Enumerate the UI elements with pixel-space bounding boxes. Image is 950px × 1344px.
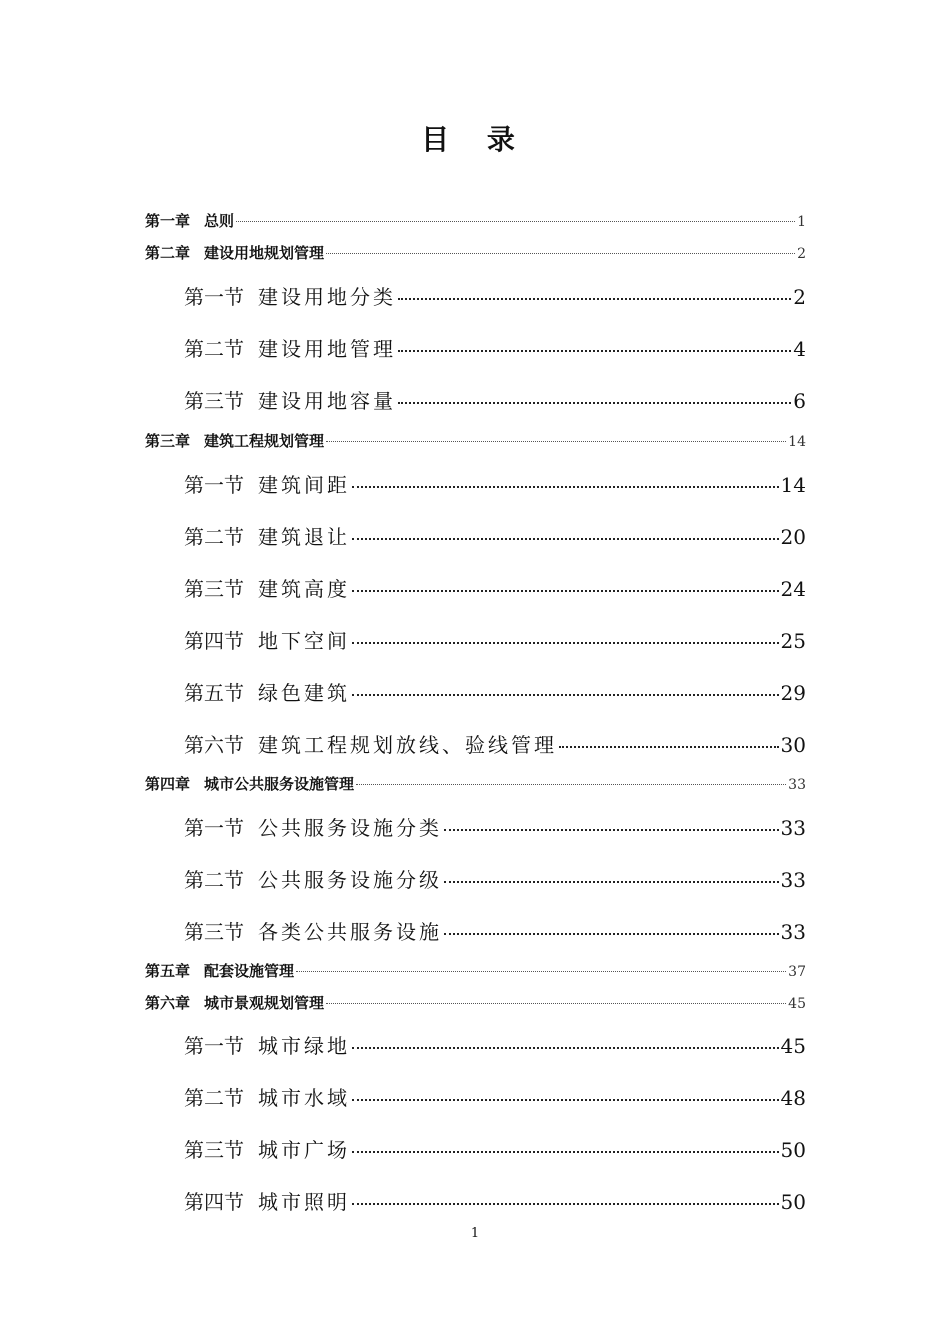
toc-number: 第二章 [145, 244, 191, 262]
toc-label: 城市景观规划管理 [204, 994, 325, 1012]
dot-leader [352, 1099, 779, 1101]
toc-section-6-4[interactable] [184, 1186, 806, 1215]
toc-label: 建设用地管理 [258, 337, 396, 361]
toc-chapter-3[interactable] [145, 430, 806, 451]
dot-leader [236, 221, 795, 222]
toc-section-4-3[interactable] [184, 916, 806, 945]
toc-label: 建筑退让 [258, 525, 350, 549]
dot-leader [352, 1047, 779, 1049]
toc-number: 第四章 [145, 775, 191, 793]
toc-number: 第一节 [184, 1034, 244, 1058]
toc-label: 城市水域 [258, 1086, 350, 1110]
toc-label: 公共服务设施分级 [258, 868, 442, 892]
toc-chapter-5[interactable] [145, 960, 806, 981]
toc-number: 第四节 [184, 1190, 244, 1214]
toc-section-2-1[interactable] [184, 281, 806, 310]
toc-section-4-1[interactable] [184, 812, 806, 841]
toc-section-3-2[interactable] [184, 521, 806, 550]
toc-section-6-1[interactable] [184, 1030, 806, 1059]
toc-page: 33 [780, 868, 806, 892]
toc-section-3-5[interactable] [184, 677, 806, 706]
toc-page: 4 [793, 337, 806, 361]
toc-label: 建设用地规划管理 [204, 244, 325, 262]
toc-number: 第三节 [184, 577, 244, 601]
toc-label: 城市公共服务设施管理 [204, 775, 355, 793]
toc-label: 建设用地容量 [258, 389, 396, 413]
toc-page: 2 [793, 285, 806, 309]
dot-leader [559, 746, 779, 748]
dot-leader [398, 402, 791, 404]
toc-label: 建筑工程规划管理 [204, 432, 325, 450]
toc-section-3-4[interactable] [184, 625, 806, 654]
dot-leader [296, 971, 786, 972]
toc-page: 29 [780, 681, 806, 705]
toc-page: 33 [780, 920, 806, 944]
toc-number: 第一章 [145, 212, 191, 230]
toc-number: 第二节 [184, 1086, 244, 1110]
toc-section-3-1[interactable] [184, 469, 806, 498]
toc-number: 第二节 [184, 868, 244, 892]
toc-section-6-2[interactable] [184, 1082, 806, 1111]
toc-section-2-3[interactable] [184, 385, 806, 414]
toc-page: 50 [780, 1190, 806, 1214]
dot-leader [326, 253, 795, 254]
page-number: 1 [470, 1226, 480, 1241]
toc-label: 建设用地分类 [258, 285, 396, 309]
toc-section-3-6[interactable] [184, 729, 806, 758]
toc-label: 城市广场 [258, 1138, 350, 1162]
toc-label: 绿色建筑 [258, 681, 350, 705]
dot-leader [444, 933, 779, 935]
dot-leader [356, 784, 786, 785]
dot-leader [352, 538, 779, 540]
toc-chapter-2[interactable] [145, 242, 806, 263]
toc-label: 配套设施管理 [204, 962, 295, 980]
dot-leader [398, 350, 791, 352]
dot-leader [352, 1151, 779, 1153]
toc-page: 14 [780, 473, 806, 497]
dot-leader [352, 642, 779, 644]
toc-number: 第三节 [184, 1138, 244, 1162]
toc-number: 第五章 [145, 962, 191, 980]
toc-page: 50 [780, 1138, 806, 1162]
toc-number: 第六节 [184, 733, 244, 757]
toc-chapter-1[interactable] [145, 210, 806, 231]
dot-leader [352, 694, 779, 696]
dot-leader [326, 1003, 786, 1004]
dot-leader [352, 486, 779, 488]
dot-leader [352, 1203, 779, 1205]
page-title: 目 录 [421, 123, 529, 156]
toc-label: 总则 [204, 212, 235, 230]
toc-page: 45 [780, 1034, 806, 1058]
toc-number: 第五节 [184, 681, 244, 705]
toc-label: 公共服务设施分类 [258, 816, 442, 840]
toc-label: 城市绿地 [258, 1034, 350, 1058]
toc-number: 第一节 [184, 473, 244, 497]
dot-leader [326, 441, 786, 442]
toc-page: 33 [788, 777, 806, 793]
toc-page: 30 [780, 733, 806, 757]
toc-number: 第二节 [184, 525, 244, 549]
toc-page: 37 [788, 964, 806, 980]
toc-number: 第三节 [184, 389, 244, 413]
toc-page: 33 [780, 816, 806, 840]
toc-number: 第三章 [145, 432, 191, 450]
toc-page: 24 [780, 577, 806, 601]
toc-page: 45 [788, 996, 806, 1012]
toc-page: 25 [780, 629, 806, 653]
dot-leader [352, 590, 779, 592]
toc-page: 14 [788, 434, 806, 450]
toc-label: 建筑间距 [258, 473, 350, 497]
toc-page: 48 [780, 1086, 806, 1110]
dot-leader [444, 881, 779, 883]
toc-number: 第一节 [184, 816, 244, 840]
toc-section-3-3[interactable] [184, 573, 806, 602]
toc-section-4-2[interactable] [184, 864, 806, 893]
dot-leader [398, 298, 791, 300]
toc-number: 第四节 [184, 629, 244, 653]
toc-number: 第三节 [184, 920, 244, 944]
dot-leader [444, 829, 779, 831]
toc-page: 20 [780, 525, 806, 549]
toc-number: 第一节 [184, 285, 244, 309]
toc-number: 第二节 [184, 337, 244, 361]
toc-label: 建筑高度 [258, 577, 350, 601]
toc-page: 6 [793, 389, 806, 413]
toc-chapter-4[interactable] [145, 773, 806, 794]
toc-label: 建筑工程规划放线、验线管理 [258, 733, 557, 757]
toc-chapter-6[interactable] [145, 992, 806, 1013]
toc-label: 各类公共服务设施 [258, 920, 442, 944]
toc-section-6-3[interactable] [184, 1134, 806, 1163]
toc-label: 城市照明 [258, 1190, 350, 1214]
toc-number: 第六章 [145, 994, 191, 1012]
toc-page: 2 [797, 246, 806, 262]
toc-section-2-2[interactable] [184, 333, 806, 362]
toc-label: 地下空间 [258, 629, 350, 653]
toc-page: 1 [797, 214, 806, 230]
